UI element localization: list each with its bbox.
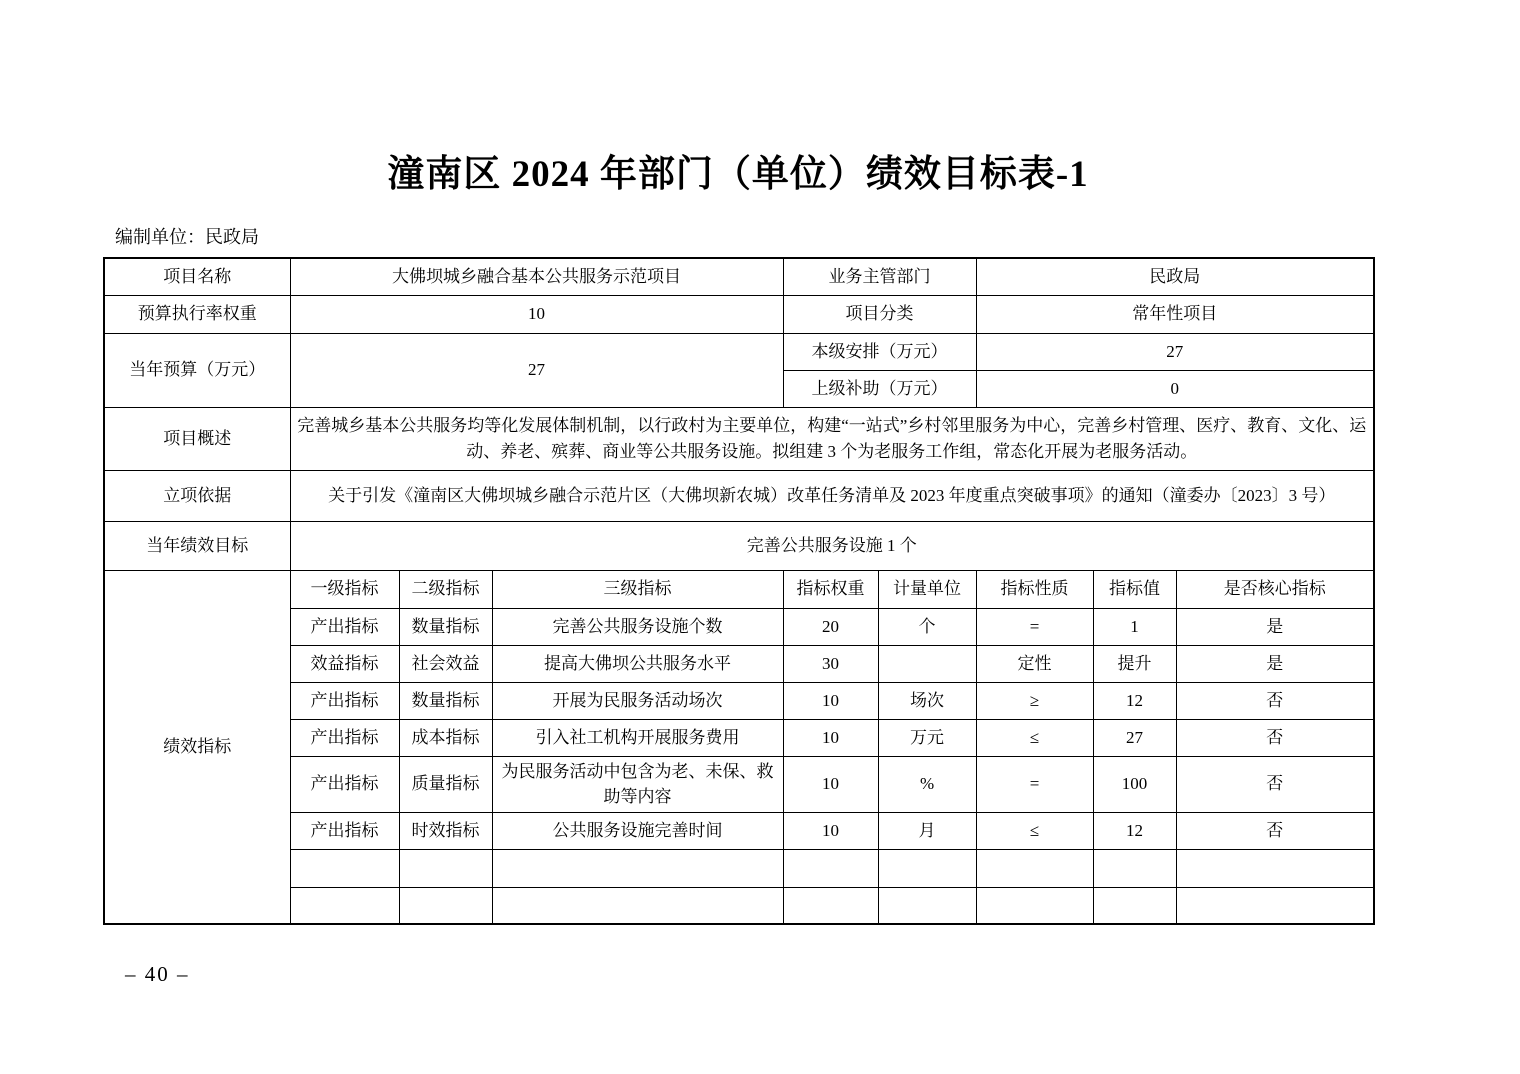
annual-budget-value: 27 [290,333,783,407]
cell-unit: 场次 [878,682,976,719]
superior-subsidy-value: 0 [976,370,1374,407]
goal-text: 完善公共服务设施 1 个 [290,521,1374,570]
cell-first-level: 产出指标 [290,608,399,645]
cell-second-level: 时效指标 [399,812,492,849]
cell-third-level: 为民服务活动中包含为老、未保、救助等内容 [492,756,783,812]
indicator-row [104,645,1374,682]
row-annual-budget-1 [104,333,1374,370]
row-overview [104,407,1374,470]
cell-nature: 定性 [976,645,1093,682]
cell-value: 提升 [1093,645,1176,682]
cell-core: 否 [1176,682,1374,719]
dept-value: 民政局 [976,258,1374,295]
cell-unit: 个 [878,608,976,645]
header-core: 是否核心指标 [1176,570,1374,608]
row-project-name [104,258,1374,295]
cell-weight: 10 [783,812,878,849]
overview-label: 项目概述 [104,407,290,470]
category-label: 项目分类 [783,295,976,333]
budget-weight-label: 预算执行率权重 [104,295,290,333]
header-unit: 计量单位 [878,570,976,608]
cell-third-level: 提高大佛坝公共服务水平 [492,645,783,682]
basis-label: 立项依据 [104,470,290,521]
cell-nature [976,887,1093,924]
category-value: 常年性项目 [976,295,1374,333]
row-budget-weight [104,295,1374,333]
cell-weight: 10 [783,682,878,719]
cell-weight: 10 [783,756,878,812]
performance-target-table [103,257,1375,925]
cell-core [1176,849,1374,887]
indicator-row [104,812,1374,849]
cell-third-level: 开展为民服务活动场次 [492,682,783,719]
cell-core: 是 [1176,608,1374,645]
cell-weight: 20 [783,608,878,645]
document-content [103,0,1373,925]
cell-value: 12 [1093,812,1176,849]
indicator-row-empty [104,849,1374,887]
header-third-level: 三级指标 [492,570,783,608]
cell-first-level: 产出指标 [290,812,399,849]
annual-budget-label: 当年预算（万元） [104,333,290,407]
basis-text: 关于引发《潼南区大佛坝城乡融合示范片区（大佛坝新农城）改革任务清单及 2023 年度重点突破事项》的通知（潼委办〔2023〕3 号） [290,470,1374,521]
header-value: 指标值 [1093,570,1176,608]
cell-core [1176,887,1374,924]
cell-value: 1 [1093,608,1176,645]
indicator-row [104,719,1374,756]
cell-core: 否 [1176,812,1374,849]
cell-first-level [290,849,399,887]
cell-core: 是 [1176,645,1374,682]
cell-unit: % [878,756,976,812]
goal-label: 当年绩效目标 [104,521,290,570]
indicator-header-row [104,570,1374,608]
cell-second-level: 数量指标 [399,682,492,719]
overview-text: 完善城乡基本公共服务均等化发展体制机制，以行政村为主要单位，构建“一站式”乡村邻里服务为中心，完善乡村管理、医疗、教育、文化、运动、养老、殡葬、商业等公共服务设施。拟组建 3 个为老服务工作组，常态化开展为老服务活动。 [290,407,1374,470]
cell-core: 否 [1176,719,1374,756]
cell-nature: ≥ [976,682,1093,719]
project-name-label: 项目名称 [104,258,290,295]
cell-third-level: 公共服务设施完善时间 [492,812,783,849]
cell-first-level: 产出指标 [290,719,399,756]
cell-nature: = [976,756,1093,812]
cell-first-level [290,887,399,924]
cell-second-level [399,887,492,924]
indicator-row [104,756,1374,812]
cell-unit: 月 [878,812,976,849]
row-goal [104,521,1374,570]
header-first-level: 一级指标 [290,570,399,608]
cell-value [1093,887,1176,924]
cell-nature [976,849,1093,887]
cell-value: 27 [1093,719,1176,756]
cell-value: 100 [1093,756,1176,812]
page-number: – 40 – [125,962,190,986]
cell-weight [783,849,878,887]
cell-second-level: 质量指标 [399,756,492,812]
cell-nature: ≤ [976,812,1093,849]
cell-nature: = [976,608,1093,645]
cell-core: 否 [1176,756,1374,812]
cell-second-level [399,849,492,887]
cell-unit [878,887,976,924]
cell-weight: 10 [783,719,878,756]
indicator-row-empty [104,887,1374,924]
indicator-row [104,682,1374,719]
cell-unit [878,849,976,887]
header-second-level: 二级指标 [399,570,492,608]
project-name-value: 大佛坝城乡融合基本公共服务示范项目 [290,258,783,295]
header-weight: 指标权重 [783,570,878,608]
cell-value: 12 [1093,682,1176,719]
cell-weight [783,887,878,924]
cell-third-level [492,849,783,887]
row-basis [104,470,1374,521]
indicator-row [104,608,1374,645]
cell-second-level: 社会效益 [399,645,492,682]
cell-unit: 万元 [878,719,976,756]
local-arrange-value: 27 [976,333,1374,370]
page-title: 潼南区 2024 年部门（单位）绩效目标表-1 [387,154,1089,195]
prepared-by-label: 编制单位：民政局 [115,227,259,247]
cell-third-level: 完善公共服务设施个数 [492,608,783,645]
dept-label: 业务主管部门 [783,258,976,295]
cell-first-level: 效益指标 [290,645,399,682]
cell-second-level: 数量指标 [399,608,492,645]
budget-weight-value: 10 [290,295,783,333]
superior-subsidy-label: 上级补助（万元） [783,370,976,407]
cell-third-level: 引入社工机构开展服务费用 [492,719,783,756]
cell-value [1093,849,1176,887]
local-arrange-label: 本级安排（万元） [783,333,976,370]
cell-weight: 30 [783,645,878,682]
cell-first-level: 产出指标 [290,756,399,812]
header-nature: 指标性质 [976,570,1093,608]
cell-unit [878,645,976,682]
indicators-section-label: 绩效指标 [104,570,290,924]
cell-third-level [492,887,783,924]
cell-nature: ≤ [976,719,1093,756]
cell-second-level: 成本指标 [399,719,492,756]
cell-first-level: 产出指标 [290,682,399,719]
